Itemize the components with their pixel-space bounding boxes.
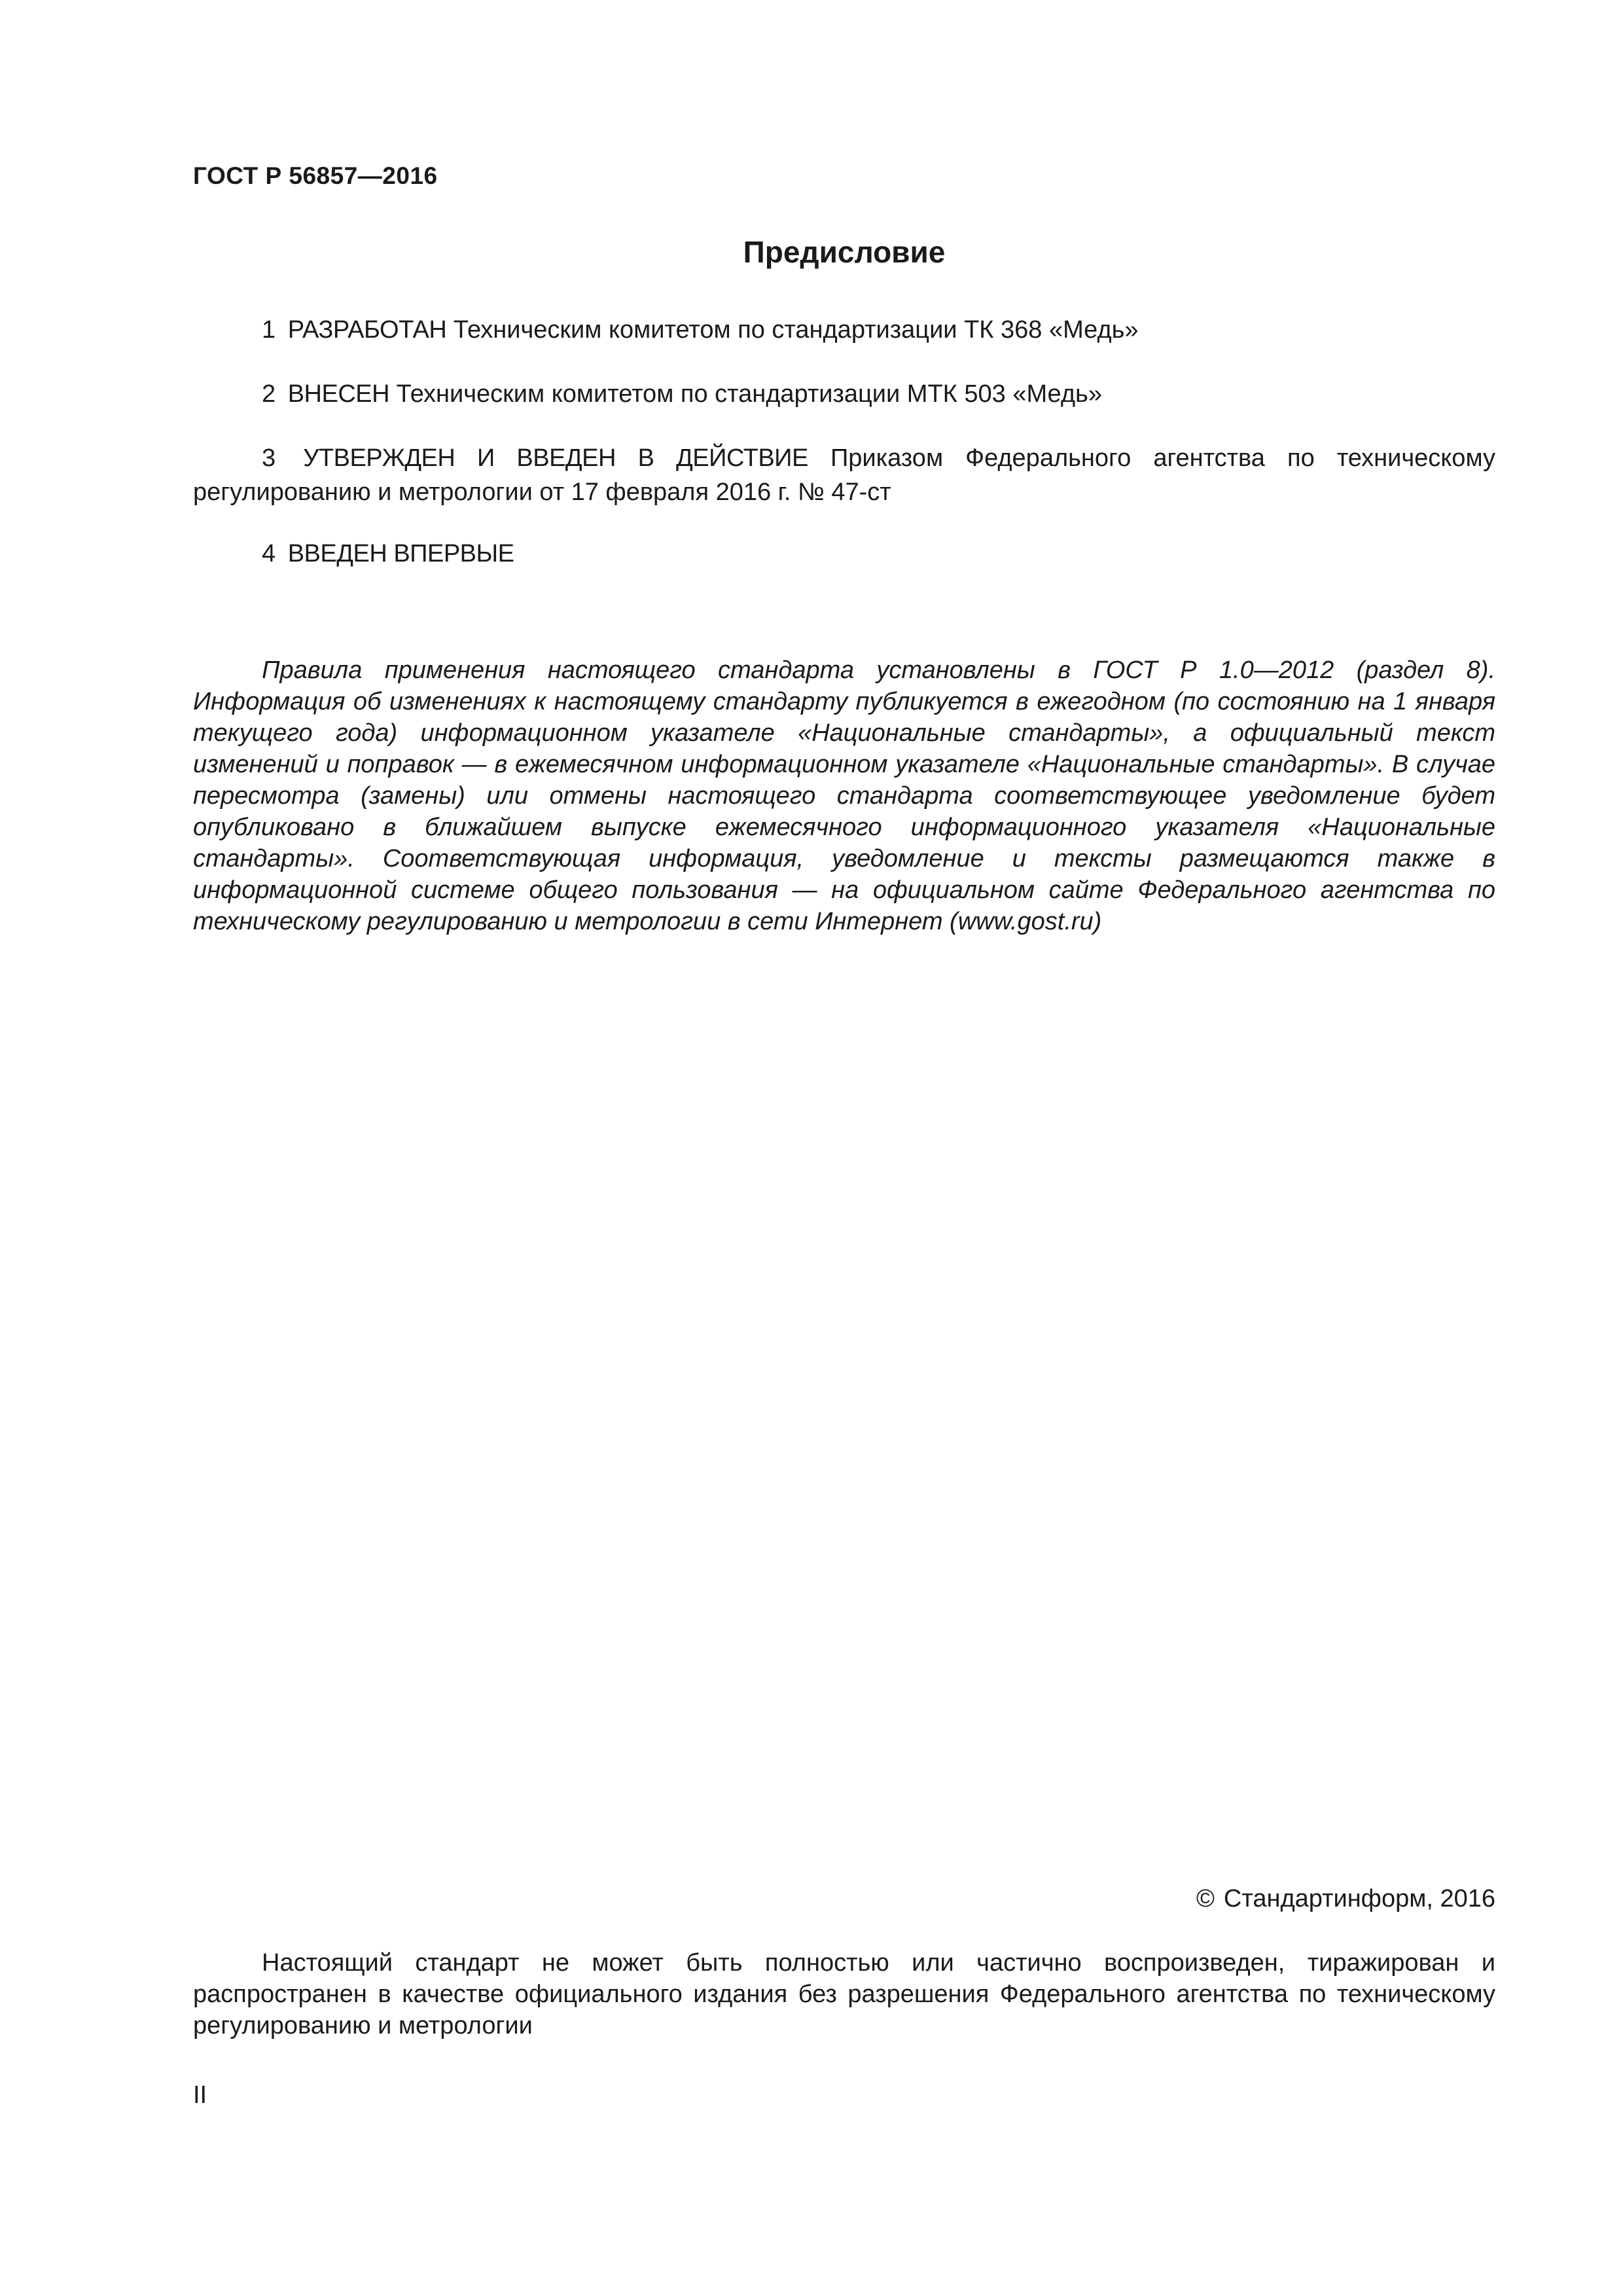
item-number: 3 (262, 444, 276, 472)
item-text: Приказом Федерального агентства по техническому регулированию и метрологии от 17 февраля 2016 г. № 47-ст (193, 444, 1495, 506)
foreword-item-2 (193, 377, 1495, 411)
foreword-item-1 (193, 313, 1495, 347)
document-code: ГОСТ Р 56857—2016 (193, 162, 438, 189)
item-number: 1 (262, 316, 276, 344)
item-number: 2 (262, 380, 276, 408)
item-text: Техническим комитетом по стандартизации ТК 368 «Медь» (453, 316, 1139, 344)
foreword-item-4 (193, 537, 1495, 571)
item-caps-label: ВНЕСЕН (287, 380, 390, 408)
item-text: Техническим комитетом по стандартизации МТК 503 «Медь» (396, 380, 1102, 408)
item-caps-label: УТВЕРЖДЕН И ВВЕДЕН В ДЕЙСТВИЕ (303, 444, 808, 472)
foreword-item-3 (193, 441, 1495, 509)
copyright-text: Стандартинформ, 2016 (1223, 1885, 1495, 1912)
page-number: II (193, 2081, 207, 2109)
page-title: Предисловие (743, 235, 946, 269)
item-number: 4 (262, 540, 276, 567)
copyright-line (1196, 1882, 1495, 1916)
item-caps-label: ВВЕДЕН ВПЕРВЫЕ (287, 540, 514, 567)
rules-note: Правила применения настоящего стандарта установлены в ГОСТ Р 1.0—2012 (раздел 8). Информация об изменениях к настоящему стандарту публикуется в ежегодном (по состоянию на 1 января текущего года) информационном указателе «Национальные стандарты», а официальный текст изменений и поправок — в ежемесячном информационном указателе «Национальные стандарты». В случае пересмотра (замены) или отмены настоящего стандарта соответствующее уведомление будет опубликовано в ближайшем выпуске ежемесячного информационного указателя «Национальные стандарты». Соответствующая информация, уведомление и тексты размещаются также в информационной системе общего пользования — на официальном сайте Федерального агентства по техническому регулированию и метрологии в сети Интернет (www.gost.ru) (193, 656, 1495, 935)
reproduction-notice: Настоящий стандарт не может быть полностью или частично воспроизведен, тиражирован и распространен в качестве официального издания без разрешения Федерального агентства по техническому регулированию и метрологии (193, 1949, 1495, 2039)
copyright-symbol: © (1196, 1885, 1215, 1912)
item-caps-label: РАЗРАБОТАН (287, 316, 447, 344)
